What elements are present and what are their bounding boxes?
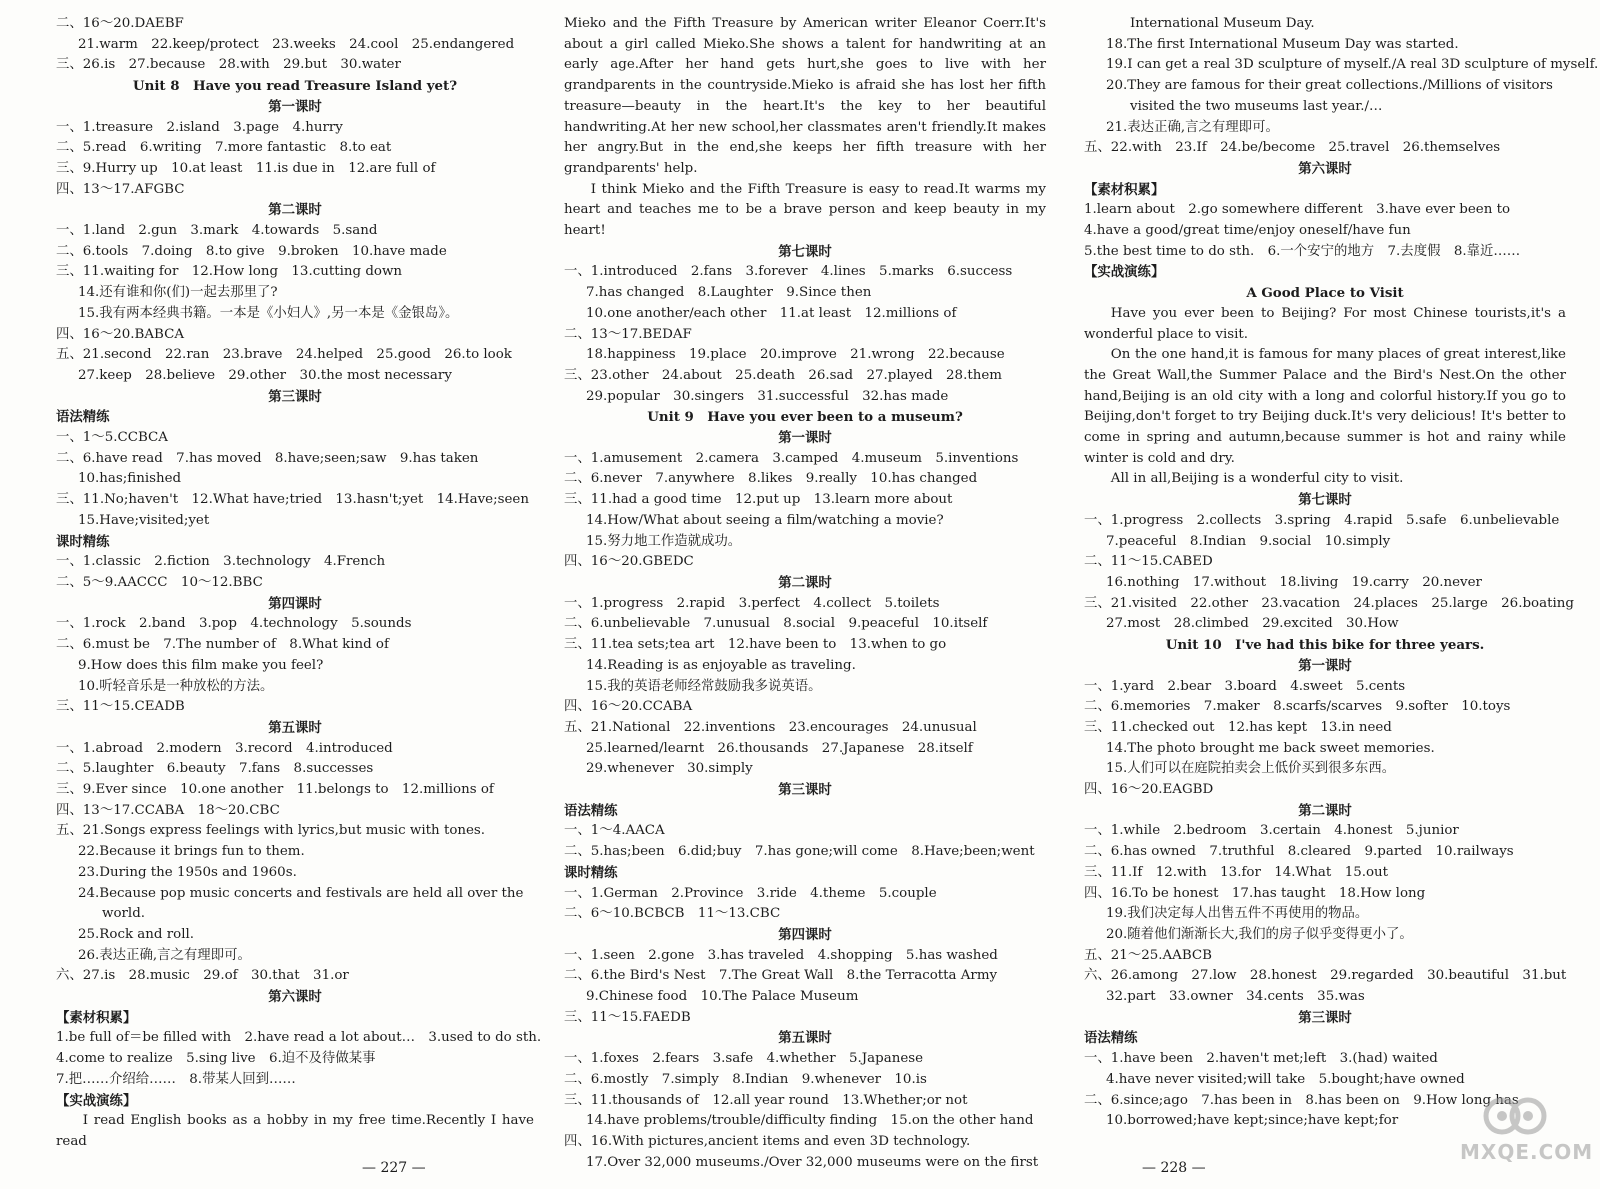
answer-line: 一、1.progress 2.collects 3.spring 4.rapid 5.safe 6.unbelievable: [1084, 512, 1560, 528]
answer-line: 二、6.never 7.anywhere 8.likes 9.really 10.has changed: [564, 471, 978, 487]
answer-line: 二、5.read 6.writing 7.more fantastic 8.to eat: [56, 140, 392, 156]
answer-line: 四、16～20.GBEDC: [564, 554, 694, 570]
answer-line: 21.表达正确,言之有理即可。: [1106, 119, 1279, 135]
answer-line: 7.peaceful 8.Indian 9.social 10.simply: [1106, 533, 1391, 549]
section-heading: 第一课时: [1298, 657, 1352, 674]
page-number-right: — 228 —: [1142, 1160, 1206, 1176]
answer-line: 25.learned/learnt 26.thousands 27.Japanese 28.itself: [586, 740, 973, 756]
answer-line: 一、1.while 2.bedroom 3.certain 4.honest 5.junior: [1084, 823, 1459, 839]
answer-line: 19.我们决定每人出售五件不再使用的物品。: [1106, 906, 1369, 922]
answer-line: 4.have never visited;will take 5.bought;have owned: [1106, 1071, 1465, 1087]
answer-line: 一、1.seen 2.gone 3.has traveled 4.shopping 5.has washed: [564, 947, 998, 963]
answer-line: 三、11.waiting for 12.How long 13.cutting down: [56, 264, 403, 280]
answer-line: 一、1.rock 2.band 3.pop 4.technology 5.sounds: [56, 616, 412, 632]
answer-line: 10.borrowed;have kept;since;have kept;for: [1106, 1113, 1399, 1129]
section-heading: 第六课时: [268, 989, 322, 1006]
section-label: 课时精练: [56, 533, 110, 550]
answer-line: All in all,Beijing is a wonderful city to visit.: [1110, 471, 1404, 487]
answer-line: 二、6.must be 7.The number of 8.What kind of: [56, 637, 389, 653]
answer-line: 一、1.yard 2.bear 3.board 4.sweet 5.cents: [1084, 678, 1406, 694]
section-heading: 第五课时: [778, 1030, 832, 1047]
answer-line: 三、11～15.FAEDB: [564, 1009, 691, 1025]
answer-line: 10.one another/each other 11.at least 12.millions of: [586, 305, 957, 321]
section-heading: 第三课时: [1298, 1009, 1352, 1026]
page-number-left: — 227 —: [362, 1160, 426, 1176]
answer-line: 二、5.laughter 6.beauty 7.fans 8.successes: [56, 761, 374, 777]
answer-line: 10.has;finished: [78, 471, 182, 487]
right-column: [1084, 14, 1599, 1132]
answer-line: 27.keep 28.believe 29.other 30.the most necessary: [78, 367, 452, 383]
answer-line: 二、6.has owned 7.truthful 8.cleared 9.parted 10.railways: [1084, 844, 1514, 860]
answer-line: 一、1.classic 2.fiction 3.technology 4.French: [56, 554, 386, 570]
answer-line: 二、6.tools 7.doing 8.to give 9.broken 10.have made: [56, 243, 447, 259]
section-heading: 第二课时: [778, 574, 832, 591]
answer-line: 三、11.had a good time 12.put up 13.learn more about: [564, 492, 953, 508]
section-label: 【素材积累】: [56, 1009, 137, 1026]
answer-line: 二、6.have read 7.has moved 8.have;seen;saw 9.has taken: [56, 450, 479, 466]
section-heading: A Good Place to Visit: [1246, 285, 1404, 302]
answer-line: 一、1.land 2.gun 3.mark 4.towards 5.sand: [56, 223, 378, 239]
answer-line: 三、11.No;haven't 12.What have;tried 13.hasn't;yet 14.Have;seen: [56, 492, 529, 508]
answer-line: International Museum Day.: [1130, 16, 1315, 31]
section-heading: Unit 8 Have you read Treasure Island yet?: [132, 78, 458, 95]
section-heading: 第一课时: [778, 430, 832, 447]
answer-line: Have you ever been to Beijing? For most Chinese tourists,it's a wonderful place to visit.: [1084, 305, 1566, 342]
answer-line: 10.听轻音乐是一种放松的方法。: [78, 678, 274, 694]
answer-line: 14.How/What about seeing a film/watching a movie?: [586, 512, 944, 528]
answer-line: 三、11.If 12.with 13.for 14.What 15.out: [1084, 864, 1389, 880]
answer-line: 三、11.checked out 12.has kept 13.in need: [1084, 719, 1392, 735]
section-label: 【实战演练】: [56, 1092, 137, 1109]
answer-line: 一、1.progress 2.rapid 3.perfect 4.collect 5.toilets: [564, 595, 940, 611]
answer-line: 一、1.introduced 2.fans 3.forever 4.lines 5.marks 6.success: [564, 264, 1013, 280]
answer-line: 14.还有谁和你(们)一起去那里了?: [78, 285, 278, 301]
answer-line: 32.part 33.owner 34.cents 35.was: [1106, 989, 1365, 1005]
answer-line: 五、21.Songs express feelings with lyrics,but music with tones.: [56, 823, 486, 839]
answer-line: 四、16～20.EAGBD: [1084, 782, 1214, 798]
answer-line: visited the two museums last year./…: [1130, 98, 1383, 114]
answer-line: 五、21.National 22.inventions 23.encourages 24.unusual: [564, 719, 977, 735]
answer-line: 二、5.has;been 6.did;buy 7.has gone;will come 8.Have;been;went: [564, 844, 1035, 860]
answer-line: 一、1.treasure 2.island 3.page 4.hurry: [56, 119, 343, 135]
answer-line: 二、6.since;ago 7.has been in 8.has been on 9.How long has: [1084, 1092, 1519, 1108]
answer-line: Mieko and the Fifth Treasure by American writer Eleanor Coerr.It's about a girl called Mieko.She shows a talent for handwriting at an early age.After her hand gets hurt,she goes to live with her grandparents in the countryside.Mieko is afraid she has lost her fifth treasure—beauty in the heart.It's the key to her beautiful handwriting.At her new school,her classmates aren't friendly.It makes her angry.But in the end,she keeps her fifth treasure with her grandparents' help.: [564, 16, 1046, 176]
answer-line: 23.During the 1950s and 1960s.: [78, 864, 297, 880]
answer-line: 17.Over 32,000 museums./Over 32,000 museums were on the first: [586, 1154, 1039, 1170]
answer-line: 三、9.Hurry up 10.at least 11.is due in 12.are full of: [56, 160, 436, 176]
answer-line: 五、22.with 23.If 24.be/become 25.travel 26.themselves: [1084, 140, 1501, 156]
answer-line: 一、1.German 2.Province 3.ride 4.theme 5.couple: [564, 885, 937, 901]
answer-line: 三、9.Ever since 10.one another 11.belongs to 12.millions of: [56, 782, 494, 798]
answer-line: 三、23.other 24.about 25.death 26.sad 27.played 28.them: [564, 367, 1002, 383]
answer-line: 二、6.the Bird's Nest 7.The Great Wall 8.the Terracotta Army: [564, 968, 998, 984]
section-label: 语法精练: [564, 802, 618, 819]
section-heading: 第一课时: [268, 98, 322, 115]
answer-line: 四、16～20.BABCA: [56, 326, 185, 342]
answer-line: 16.nothing 17.without 18.living 19.carry 20.never: [1106, 574, 1482, 590]
answer-line: 三、21.visited 22.other 23.vacation 24.places 25.large 26.boating: [1084, 595, 1574, 611]
answer-line: 三、11.thousands of 12.all year round 13.Whether;or not: [564, 1092, 968, 1108]
answer-line: 25.Rock and roll.: [78, 926, 195, 942]
answer-line: 14.Reading is as enjoyable as traveling.: [586, 657, 856, 673]
section-label: 课时精练: [564, 864, 618, 881]
answer-line: 一、1～4.AACA: [564, 823, 665, 839]
answer-line: I read English books as a hobby in my free time.Recently I have read: [56, 1113, 534, 1149]
answer-line: 二、16～20.DAEBF: [56, 16, 184, 31]
answer-line: 一、1.have been 2.haven't met;left 3.(had) waited: [1084, 1051, 1438, 1067]
answer-line: 14.have problems/trouble/difficulty finding 15.on the other hand: [586, 1113, 1034, 1129]
answer-line: 15.人们可以在庭院拍卖会上低价买到很多东西。: [1106, 761, 1396, 777]
answer-line: 20.They are famous for their great collections./Millions of visitors: [1106, 78, 1553, 94]
answer-line: 15.努力地工作造就成功。: [586, 533, 742, 549]
answer-line: 15.我有两本经典书籍。一本是《小妇人》,另一本是《金银岛》。: [78, 305, 459, 321]
section-label: 语法精练: [56, 409, 110, 426]
answer-line: 27.most 28.climbed 29.excited 30.How: [1106, 616, 1399, 632]
section-heading: Unit 9 Have you ever been to a museum?: [647, 409, 963, 426]
answer-line: world.: [102, 906, 146, 922]
section-heading: 第五课时: [268, 719, 322, 736]
answer-line: 29.whenever 30.simply: [586, 761, 753, 777]
answer-line: 4.come to realize 5.sing live 6.迫不及待做某事: [56, 1051, 376, 1067]
answer-line: 24.Because pop music concerts and festivals are held all over the: [78, 885, 524, 901]
answer-line: I think Mieko and the Fifth Treasure is easy to read.It warms my heart and teaches me to be a brave person and keep beauty in my heart!: [564, 181, 1046, 239]
answer-line: 1.be full of＝be filled with 2.have read a lot about… 3.used to do sth.: [56, 1030, 542, 1046]
answer-line: 1.learn about 2.go somewhere different 3.have ever been to: [1084, 202, 1511, 218]
section-heading: 第四课时: [778, 926, 832, 943]
section-heading: 第七课时: [778, 243, 832, 260]
answer-line: 15.我的英语老师经常鼓励我多说英语。: [586, 678, 822, 694]
section-heading: 第七课时: [1298, 492, 1352, 509]
left-column: [56, 14, 542, 1153]
answer-line: 22.Because it brings fun to them.: [78, 844, 305, 860]
answer-line: 四、16.With pictures,ancient items and even 3D technology.: [564, 1133, 971, 1149]
middle-column: [564, 14, 1046, 1173]
answer-line: 二、6～10.BCBCB 11～13.CBC: [564, 906, 781, 922]
answer-line: 7.has changed 8.Laughter 9.Since then: [586, 285, 872, 301]
answer-line: 15.Have;visited;yet: [78, 512, 210, 528]
answer-line: 26.表达正确,言之有理即可。: [78, 947, 251, 963]
answer-line: 二、5～9.AACCC 10～12.BBC: [56, 574, 263, 590]
answer-line: 二、6.unbelievable 7.unusual 8.social 9.peaceful 10.itself: [564, 616, 988, 632]
answer-line: 三、11.tea sets;tea art 12.have been to 13.when to go: [564, 637, 947, 653]
answer-line: 四、13～17.AFGBC: [56, 181, 185, 197]
answer-line: 三、26.is 27.because 28.with 29.but 30.water: [56, 57, 401, 73]
answer-line: On the one hand,it is famous for many places of great interest,like the Great Wall,the Summer Palace and the Bird's Nest.On the other hand,Beijing is an old city with a long and colorful history.If you go to Beijing,don't forget to try Beijing duck.It's very delicious! It's better to come in spring and autumn,because summer is hot and rainy while winter is cold and dry.: [1084, 347, 1566, 466]
section-heading: 第六课时: [1298, 160, 1352, 177]
watermark-text: MXQE.COM: [1460, 1140, 1594, 1164]
answer-line: 4.have a good/great time/enjoy oneself/have fun: [1084, 223, 1411, 239]
answer-line: 二、11～15.CABED: [1084, 554, 1213, 570]
section-heading: 第二课时: [1298, 802, 1352, 819]
answer-line: 5.the best time to do sth. 6.一个安宁的地方 7.去度假 8.靠近……: [1084, 243, 1521, 259]
answer-line: 一、1.abroad 2.modern 3.record 4.introduced: [56, 740, 393, 756]
answer-line: 18.happiness 19.place 20.improve 21.wrong 22.because: [586, 347, 1005, 363]
section-label: 【实战演练】: [1084, 264, 1165, 281]
answer-line: 29.popular 30.singers 31.successful 32.has made: [586, 388, 949, 404]
answer-line: 14.The photo brought me back sweet memories.: [1106, 740, 1435, 756]
answer-line: 二、13～17.BEDAF: [564, 326, 692, 342]
answer-line: 7.把……介绍给…… 8.带某人回到……: [56, 1071, 296, 1087]
answer-line: 六、27.is 28.music 29.of 30.that 31.or: [56, 968, 349, 984]
answer-line: 19.I can get a real 3D sculpture of myself./A real 3D sculpture of myself.: [1106, 57, 1599, 73]
answer-line: 六、26.among 27.low 28.honest 29.regarded 30.beautiful 31.but: [1084, 968, 1567, 984]
answer-line: 二、6.mostly 7.simply 8.Indian 9.whenever 10.is: [564, 1071, 927, 1087]
answer-line: 21.warm 22.keep/protect 23.weeks 24.cool 25.endangered: [78, 36, 515, 52]
section-heading: 第三课时: [778, 782, 832, 799]
answer-line: 三、11～15.CEADB: [56, 699, 185, 715]
answer-line: 9.How does this film make you feel?: [78, 657, 324, 673]
section-heading: Unit 10 I've had this bike for three years.: [1165, 637, 1485, 654]
section-label: 语法精练: [1084, 1030, 1138, 1047]
section-heading: 第二课时: [268, 202, 322, 219]
answer-line: 一、1.amusement 2.camera 3.camped 4.museum 5.inventions: [564, 450, 1019, 466]
answer-line: 五、21.second 22.ran 23.brave 24.helped 25.good 26.to look: [56, 347, 512, 363]
answer-line: 一、1.foxes 2.fears 3.safe 4.whether 5.Japanese: [564, 1051, 924, 1067]
section-heading: 第三课时: [268, 388, 322, 405]
answer-line: 一、1～5.CCBCA: [56, 430, 168, 446]
answer-line: 9.Chinese food 10.The Palace Museum: [586, 989, 859, 1005]
section-heading: 第四课时: [268, 595, 322, 612]
answer-line: 四、16.To be honest 17.has taught 18.How long: [1084, 885, 1426, 901]
answer-line: 五、21～25.AABCB: [1084, 947, 1213, 963]
answer-line: 20.随着他们渐渐长大,我们的房子似乎变得更小了。: [1106, 926, 1413, 942]
section-label: 【素材积累】: [1084, 181, 1165, 198]
answer-line: 二、6.memories 7.maker 8.scarfs/scarves 9.softer 10.toys: [1084, 699, 1511, 715]
answer-line: 四、16～20.CCABA: [564, 699, 693, 715]
answer-line: 四、13～17.CCABA 18～20.CBC: [56, 802, 280, 818]
answer-line: 18.The first International Museum Day was started.: [1106, 36, 1459, 52]
